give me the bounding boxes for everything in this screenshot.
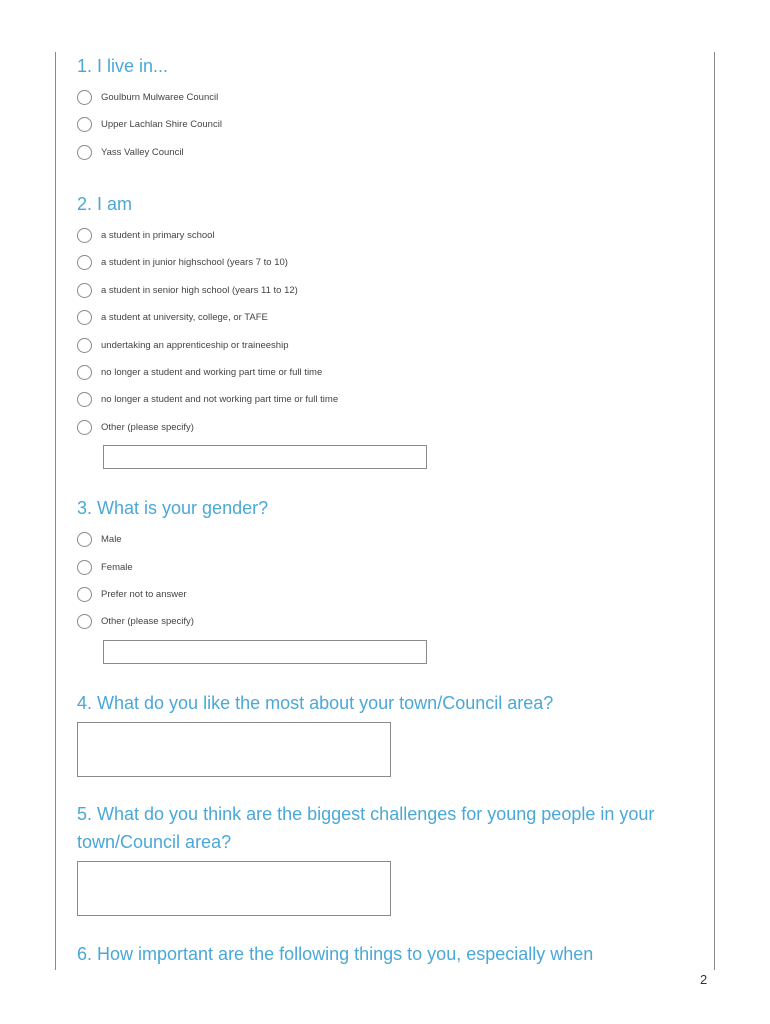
page-number: 2 — [700, 972, 708, 987]
option-upper-lachlan[interactable] — [77, 116, 222, 132]
option-goulburn-mulwaree[interactable] — [77, 89, 218, 105]
option-senior-highschool[interactable] — [77, 282, 298, 298]
other-specify-input[interactable] — [103, 445, 427, 469]
option-label: no longer a student and not working part time or full time — [101, 393, 339, 405]
option-junior-highschool[interactable] — [77, 254, 288, 270]
option-label: Female — [101, 561, 133, 573]
option-label: Upper Lachlan Shire Council — [101, 118, 222, 130]
option-label: Other (please specify) — [101, 421, 194, 433]
question-2-title: 2. I am — [77, 194, 133, 214]
radio-button[interactable] — [77, 532, 92, 547]
option-label: no longer a student and working part time or full time — [101, 366, 323, 378]
option-other-gender[interactable] — [77, 613, 194, 629]
radio-button[interactable] — [77, 283, 92, 298]
option-label: Goulburn Mulwaree Council — [101, 91, 219, 103]
radio-button[interactable] — [77, 255, 92, 270]
option-label: a student in primary school — [101, 229, 215, 241]
option-apprenticeship[interactable] — [77, 337, 289, 353]
radio-button[interactable] — [77, 310, 92, 325]
radio-button[interactable] — [77, 90, 92, 105]
radio-button[interactable] — [77, 587, 92, 602]
option-label: Yass Valley Council — [101, 146, 184, 158]
right-margin-rule — [714, 52, 715, 970]
gender-other-input[interactable] — [103, 640, 427, 664]
option-female[interactable] — [77, 559, 133, 575]
option-label: a student in senior high school (years 11 to 12) — [101, 284, 298, 296]
radio-button[interactable] — [77, 145, 92, 160]
option-label: a student in junior highschool (years 7 to 10) — [101, 256, 288, 268]
radio-button[interactable] — [77, 614, 92, 629]
option-university[interactable] — [77, 309, 268, 325]
question-5-title: 5. What do you think are the biggest challenges for young people in your town/Council area? — [77, 804, 655, 852]
option-label: Other (please specify) — [101, 615, 194, 627]
question-6-title: 6. How important are the following things to you, especially when — [77, 944, 594, 964]
radio-button[interactable] — [77, 560, 92, 575]
option-other[interactable] — [77, 419, 194, 435]
option-label: undertaking an apprenticeship or traineeship — [101, 339, 289, 351]
option-label: Prefer not to answer — [101, 588, 187, 600]
option-male[interactable] — [77, 531, 122, 547]
radio-button[interactable] — [77, 365, 92, 380]
option-label: Male — [101, 533, 122, 545]
question-1-title: 1. I live in... — [77, 56, 169, 76]
radio-button[interactable] — [77, 420, 92, 435]
question-4-title: 4. What do you like the most about your town/Council area? — [77, 693, 554, 713]
radio-button[interactable] — [77, 117, 92, 132]
option-primary-school[interactable] — [77, 227, 215, 243]
option-yass-valley[interactable] — [77, 144, 184, 160]
option-label: a student at university, college, or TAFE — [101, 311, 268, 323]
option-not-working[interactable] — [77, 391, 338, 407]
radio-button[interactable] — [77, 338, 92, 353]
challenges-textarea[interactable] — [77, 861, 391, 916]
option-prefer-not[interactable] — [77, 586, 187, 602]
radio-button[interactable] — [77, 392, 92, 407]
left-margin-rule — [55, 52, 56, 970]
likes-textarea[interactable] — [77, 722, 391, 777]
question-3-title: 3. What is your gender? — [77, 498, 269, 518]
radio-button[interactable] — [77, 228, 92, 243]
option-working[interactable] — [77, 364, 322, 380]
